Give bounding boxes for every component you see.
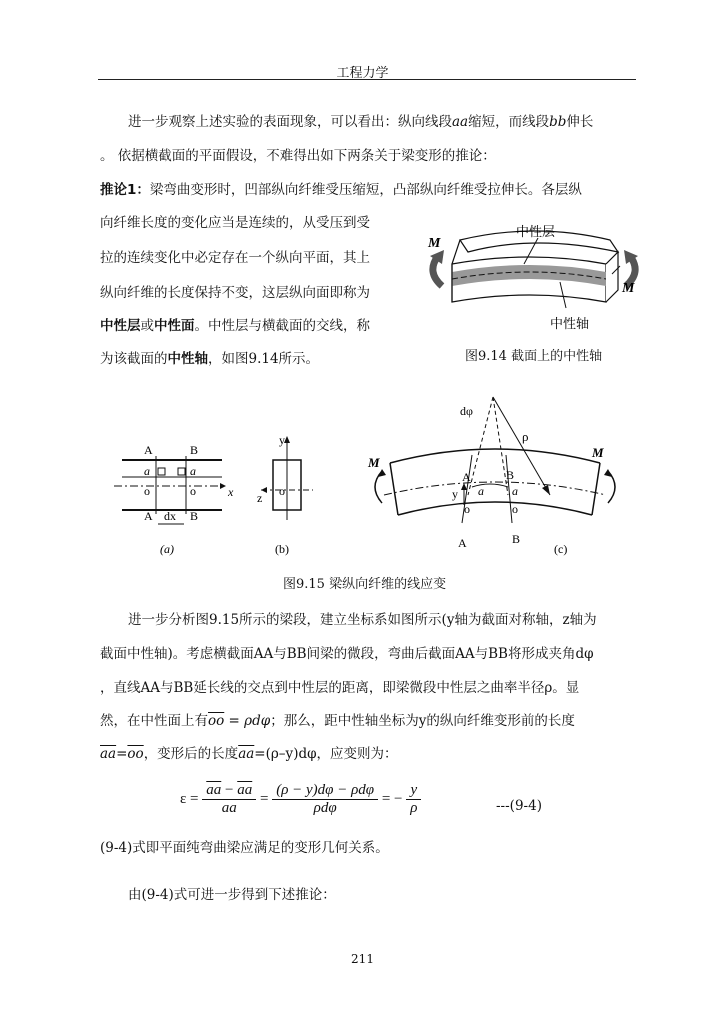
equation-tag: ---(9-4) [496, 798, 542, 814]
para1-line1: 进一步观察上述实验的表面现象，可以看出：纵向线段aa缩短，而线段bb伸长 [128, 114, 594, 130]
inference1-line5: 中性层或中性面。中性层与横截面的交线，称 [100, 318, 370, 334]
fig915a-label-o-right: o [190, 484, 196, 498]
fig915b-panel-label: (b) [275, 542, 289, 556]
fig915c-label-a-right: a [512, 484, 518, 498]
para2-line2: 截面中性轴)。考虑横截面AA与BB间梁的微段，弯曲后截面AA与BB将形成夹角dφ [100, 646, 594, 662]
fig915c-label-M-right: M [592, 445, 604, 460]
fig915c-panel-label: (c) [554, 542, 568, 556]
fig915c-label-M-left: M [368, 455, 380, 470]
term-neutral-axis: 中性轴 [167, 351, 208, 367]
fig914-M-left: M [428, 236, 441, 251]
para3: (9-4)式即平面纯弯曲梁应满足的变形几何关系。 [100, 840, 389, 856]
header-rule [98, 79, 636, 80]
para2-line1: 进一步分析图9.15所示的梁段，建立坐标系如图所示(y轴为截面对称轴，z轴为 [128, 612, 597, 628]
para1-line2: 。 依据横截面的平面假设，不难得出如下两条关于梁变形的推论： [100, 148, 496, 164]
running-header: 工程力学 [336, 66, 389, 81]
beam-top-edge [390, 449, 600, 463]
fig915c-label-dphi: dφ [460, 404, 473, 418]
fig914-caption: 图9.14 截面上的中性轴 [465, 349, 603, 364]
para2-line3: ，直线AA与BB延长线的交点到中性层的距离，即梁微段中性层之曲率半径ρ。显 [100, 680, 580, 696]
fig914-label-neutral-layer: 中性层 [516, 224, 556, 239]
fig915b-label-y: y [279, 433, 285, 447]
fig915a-panel-label: (a) [160, 542, 174, 556]
para4: 由(9-4)式可进一步得到下述推论： [128, 887, 336, 903]
inference1-line6: 为该截面的中性轴，如图9.14所示。 [100, 351, 320, 367]
inference1-line1: 推论1：梁弯曲变形时，凹部纵向纤维受压缩短，凸部纵向纤维受拉伸长。各层纵 [100, 182, 582, 198]
fig915a-label-x: x [228, 485, 234, 499]
fig915c-label-rho: ρ [522, 429, 529, 444]
fig915c-label-B-top: B [506, 468, 515, 482]
fig915a-label-A-bottom: A [144, 509, 153, 523]
fig915a-label-o-left: o [144, 484, 150, 498]
fig915b-label-o: o [279, 484, 285, 498]
fig915a-label-A-top: A [144, 443, 153, 457]
page-number: 211 [351, 952, 374, 966]
fig915c-label-A-bottom: A [458, 536, 467, 550]
fig915-caption: 图9.15 梁纵向纤维的线应变 [283, 577, 447, 592]
inference1-line4: 纵向纤维的长度保持不变，这层纵向面即称为 [100, 285, 370, 301]
fig915c-label-B-bottom: B [512, 532, 521, 546]
inference1-line3: 拉的连续变化中必定存在一个纵向平面，其上 [100, 250, 370, 266]
para2-line4: 然，在中性面上有$\overline{oo} = \rho d\varphi$；那么，距中性轴坐标为y的纵向纤维变形前的长度 [100, 713, 575, 729]
fig915a-label-B-top: B [190, 443, 199, 457]
fig915a-label-a-right: a [190, 464, 196, 478]
fig914-label-neutral-axis: 中性轴 [550, 316, 590, 331]
term-neutral-surface: 中性面 [154, 318, 195, 334]
fig914-M-right: M [622, 281, 635, 296]
inference1-line2: 向纤维长度的变化应当是连续的，从受压到受 [100, 215, 370, 231]
beam-bottom-edge [398, 502, 592, 515]
inference1-label: 推论1： [100, 182, 150, 198]
fig915c-label-o-right: o [512, 502, 518, 516]
figure-9-15-c [360, 395, 630, 560]
fig915c-label-y: y [452, 487, 458, 501]
fig915a-label-B-bottom: B [190, 509, 199, 523]
equation-9-4: ε = $\frac{\overline{aa} - \overline{aa}}{aa}$ = $\frac{\text{(ρ − y)dφ − ρdφ}}{\text{ρdφ}}$ = − $\frac{y}{\rho}$ [180, 782, 421, 817]
fig915c-label-a-left: a [478, 484, 484, 498]
figure-9-14 [420, 212, 650, 342]
figure-9-15-a [110, 440, 250, 560]
fig915a-label-dx: dx [164, 509, 176, 523]
term-neutral-layer: 中性层 [100, 318, 141, 334]
fig915c-label-A-top: A [462, 470, 471, 484]
fig915a-label-a-left: a [144, 464, 150, 478]
para2-line5: $\overline{aa}=\overline{oo}$，变形后的长度$\overline{aa}=(\rho-y)d\varphi$，应变则为： [100, 746, 398, 762]
fig915b-label-z: z [257, 491, 263, 505]
figure-9-15-b [255, 430, 325, 560]
fig915c-label-o-left: o [464, 502, 470, 516]
